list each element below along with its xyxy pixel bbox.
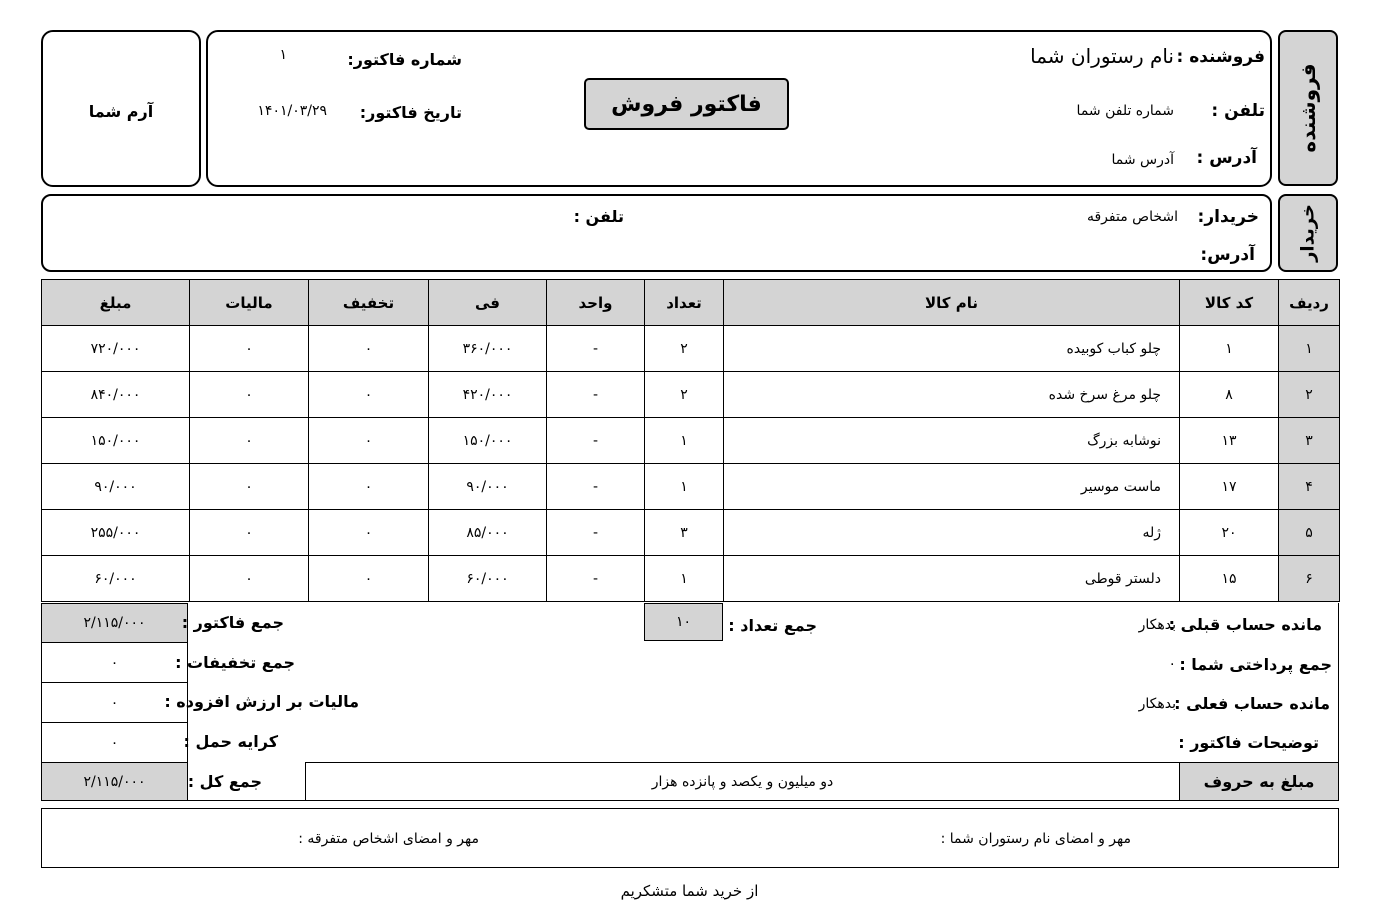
- cell-amount: ۹۰/۰۰۰: [42, 464, 190, 510]
- cell-qty: ۱: [645, 464, 724, 510]
- table-row: [42, 418, 1340, 464]
- cell-qty: ۲: [645, 326, 724, 372]
- cell-unit: -: [547, 418, 645, 464]
- invoice-total-label: جمع فاکتور :: [181, 613, 284, 632]
- header-tax: مالیات: [190, 280, 309, 326]
- cell-unit: -: [547, 372, 645, 418]
- seller-phone-value: شماره تلفن شما: [1076, 103, 1174, 119]
- prev-balance-label: مانده حساب قبلی :: [1168, 615, 1322, 634]
- cell-discount: ۰: [309, 372, 429, 418]
- cell-amount: ۸۴۰/۰۰۰: [42, 372, 190, 418]
- header-code: کد کالا: [1180, 280, 1279, 326]
- total-qty-label: جمع تعداد :: [728, 616, 817, 635]
- cell-unit: -: [547, 326, 645, 372]
- cell-discount: ۰: [309, 556, 429, 602]
- cell-row-number: ۱: [1279, 326, 1340, 372]
- cell-tax: ۰: [190, 418, 309, 464]
- cell-code: ۱: [1180, 326, 1279, 372]
- shipping-label: کرایه حمل :: [183, 732, 278, 751]
- cell-qty: ۱: [645, 418, 724, 464]
- cell-code: ۲۰: [1180, 510, 1279, 556]
- cell-amount: ۲۵۵/۰۰۰: [42, 510, 190, 556]
- cell-name: چلو مرغ سرخ شده: [724, 372, 1180, 418]
- cell-tax: ۰: [190, 372, 309, 418]
- table-row: [42, 326, 1340, 372]
- cell-price: ۹۰/۰۰۰: [429, 464, 547, 510]
- cell-name: دلستر قوطی: [724, 556, 1180, 602]
- buyer-label: خریدار:: [1197, 207, 1259, 227]
- grand-total-value: ۲/۱۱۵/۰۰۰: [41, 762, 188, 801]
- signature-box: [41, 808, 1339, 868]
- cell-name: نوشابه بزرگ: [724, 418, 1180, 464]
- buyer-side-label: خریدار: [1297, 204, 1319, 262]
- cell-amount: ۶۰/۰۰۰: [42, 556, 190, 602]
- invoice-date-label: تاریخ فاکتور:: [359, 103, 462, 122]
- table-header-row: [42, 280, 1340, 326]
- invoice-date-value: ۱۴۰۱/۰۳/۲۹: [257, 103, 327, 119]
- cell-unit: -: [547, 556, 645, 602]
- invoice-title: فاکتور فروش: [584, 78, 789, 130]
- cell-tax: ۰: [190, 510, 309, 556]
- logo-box: [41, 30, 201, 187]
- header-name: نام کالا: [724, 280, 1180, 326]
- cell-name: ژله: [724, 510, 1180, 556]
- buyer-address-label: آدرس:: [1200, 245, 1255, 265]
- words-label-text: مبلغ به حروف: [1203, 772, 1315, 791]
- cell-unit: -: [547, 510, 645, 556]
- curr-balance-label: مانده حساب فعلی :: [1174, 694, 1330, 713]
- cell-code: ۸: [1180, 372, 1279, 418]
- header-price: فی: [429, 280, 547, 326]
- header-discount: تخفیف: [309, 280, 429, 326]
- cell-amount: ۷۲۰/۰۰۰: [42, 326, 190, 372]
- seller-label: فروشنده :: [1176, 47, 1265, 67]
- seller-side-tab: [1278, 30, 1338, 186]
- seller-address-label: آدرس :: [1196, 148, 1257, 168]
- cell-name: ماست موسیر: [724, 464, 1180, 510]
- table-row: [42, 556, 1340, 602]
- logo-text: آرم شما: [88, 102, 154, 121]
- cell-qty: ۲: [645, 372, 724, 418]
- cell-price: ۳۶۰/۰۰۰: [429, 326, 547, 372]
- words-value: [305, 762, 1180, 801]
- invoice-number-value: ۱: [279, 47, 287, 63]
- cell-discount: ۰: [309, 418, 429, 464]
- prev-balance-value: بدهکار: [1138, 617, 1176, 633]
- invoice-total-value: ۲/۱۱۵/۰۰۰: [41, 603, 188, 643]
- cell-row-number: ۲: [1279, 372, 1340, 418]
- cell-discount: ۰: [309, 464, 429, 510]
- seller-signature: مهر و امضای نام رستوران شما :: [940, 831, 1131, 847]
- cell-tax: ۰: [190, 326, 309, 372]
- cell-amount: ۱۵۰/۰۰۰: [42, 418, 190, 464]
- total-qty-value: ۱۰: [644, 603, 723, 641]
- seller-address-value: آدرس شما: [1111, 152, 1174, 168]
- thanks-message: از خرید شما متشکریم: [620, 882, 759, 900]
- words-text: دو میلیون و یکصد و پانزده هزار: [651, 773, 834, 790]
- cell-qty: ۱: [645, 556, 724, 602]
- buyer-side-tab: [1278, 194, 1338, 272]
- header-unit: واحد: [547, 280, 645, 326]
- cell-row-number: ۴: [1279, 464, 1340, 510]
- cell-discount: ۰: [309, 510, 429, 556]
- notes-label: توضیحات فاکتور :: [1178, 733, 1319, 752]
- cell-price: ۱۵۰/۰۰۰: [429, 418, 547, 464]
- cell-price: ۸۵/۰۰۰: [429, 510, 547, 556]
- buyer-value: اشخاص متفرقه: [1086, 209, 1178, 225]
- buyer-phone-label: تلفن :: [573, 207, 624, 226]
- table-row: [42, 464, 1340, 510]
- buyer-box: [41, 194, 1272, 272]
- shipping-value: ۰: [41, 722, 188, 763]
- table-row: [42, 372, 1340, 418]
- grand-total-label: جمع کل :: [187, 772, 262, 791]
- cell-unit: -: [547, 464, 645, 510]
- cell-row-number: ۳: [1279, 418, 1340, 464]
- items-table: [41, 279, 1340, 602]
- cell-tax: ۰: [190, 556, 309, 602]
- seller-name: نام رستوران شما: [1030, 44, 1174, 68]
- words-label: [1179, 762, 1339, 801]
- cell-qty: ۳: [645, 510, 724, 556]
- cell-tax: ۰: [190, 464, 309, 510]
- header-amount: مبلغ: [42, 280, 190, 326]
- cell-discount: ۰: [309, 326, 429, 372]
- discounts-label: جمع تخفیفات :: [175, 653, 295, 672]
- buyer-signature: مهر و امضای اشخاص متفرقه :: [298, 831, 479, 847]
- cell-name: چلو کباب کوبیده: [724, 326, 1180, 372]
- header-qty: تعداد: [645, 280, 724, 326]
- cell-code: ۱۷: [1180, 464, 1279, 510]
- paid-value: ۰: [1168, 656, 1176, 672]
- seller-side-label: فروشنده: [1296, 63, 1320, 153]
- cell-code: ۱۵: [1180, 556, 1279, 602]
- cell-code: ۱۳: [1180, 418, 1279, 464]
- vat-label: مالیات بر ارزش افزوده :: [164, 692, 359, 711]
- invoice-number-label: شماره فاکتور:: [347, 50, 462, 69]
- discounts-value: ۰: [41, 642, 188, 683]
- cell-row-number: ۵: [1279, 510, 1340, 556]
- cell-price: ۴۲۰/۰۰۰: [429, 372, 547, 418]
- paid-label: جمع پرداختی شما :: [1179, 655, 1332, 674]
- table-row: [42, 510, 1340, 556]
- vat-value: ۰: [41, 682, 188, 723]
- cell-price: ۶۰/۰۰۰: [429, 556, 547, 602]
- cell-row-number: ۶: [1279, 556, 1340, 602]
- header-row-number: ردیف: [1279, 280, 1340, 326]
- curr-balance-value: بدهکار: [1138, 696, 1176, 712]
- seller-phone-label: تلفن :: [1211, 101, 1265, 121]
